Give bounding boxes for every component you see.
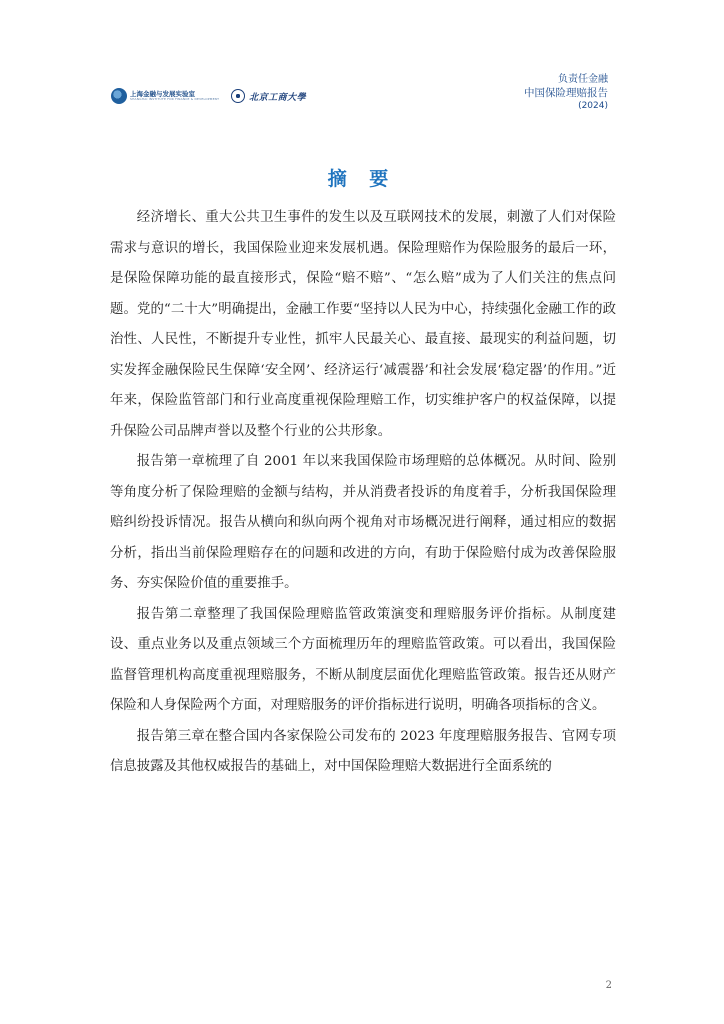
abstract-body	[110, 203, 616, 783]
page-header	[0, 0, 724, 120]
abstract-heading: 摘 要	[327, 168, 397, 190]
report-year: (2024)	[578, 101, 608, 111]
logo-group	[111, 86, 306, 106]
report-series-title: 负责任金融	[558, 74, 608, 85]
paragraph: 报告第一章梳理了自 2001 年以来我国保险市场理赔的总体概况。从时间、险别等角度分析了保险理赔的金额与结构，并从消费者投诉的角度着手，分析我国保险理赔纠纷投诉情况。报告从横向和纵向两个视角对市场概况进行阐释，通过相应的数据分析，指出当前保险理赔存在的问题和改进的方向，有助于保险赔付成为改善保险服务、夯实保险价值的重要推手。	[110, 454, 616, 591]
btbu-emblem-icon	[231, 89, 245, 103]
shanghai-institute-name-en: SHANGHAI INSTITUTE FOR FINANCE & DEVELOPMENT	[130, 97, 220, 102]
paragraph: 报告第三章在整合国内各家保险公司发布的 2023 年度理赔服务报告、官网专项信息披露及其他权威报告的基础上，对中国保险理赔大数据进行全面系统的	[110, 728, 616, 774]
paragraph: 经济增长、重大公共卫生事件的发生以及互联网技术的发展，刺激了人们对保险需求与意识的增长，我国保险业迎来发展机遇。保险理赔作为保险服务的最后一环，是保险保障功能的最直接形式，保险“赔不赔”、“怎么赔”成为了人们关注的焦点问题。党的“二十大”明确提出，金融工作要“坚持以人民为中心，持续强化金融工作的政治性、人民性，不断提升专业性，抓牢人民最关心、最直接、最现实的利益问题，切实发挥金融保险民生保障‘安全网’、经济运行‘减震器’和社会发展‘稳定器’的作用。”近年来，保险监管部门和行业高度重视保险理赔工作，切实维护客户的权益保障，以提升保险公司品牌声誉以及整个行业的公共形象。	[110, 210, 616, 439]
shanghai-institute-logo	[111, 88, 219, 104]
btbu-logo	[231, 89, 306, 103]
shanghai-institute-name-cn: 上海金融与发展实验室	[130, 89, 195, 98]
paragraph: 报告第二章整理了我国保险理赔监管政策演变和理赔服务评价指标。从制度建设、重点业务以及重点领域三个方面梳理历年的理赔监管政策。可以看出，我国保险监督管理机构高度重视理赔服务，不断从制度层面优化理赔监管政策。报告还从财产保险和人身保险两个方面，对理赔服务的评价指标进行说明，明确各项指标的含义。	[110, 606, 616, 713]
btbu-name: 北京工商大學	[249, 92, 307, 103]
report-main-title: 中国保险理赔报告	[524, 87, 608, 99]
report-title-block	[524, 73, 608, 112]
page-number: 2	[605, 980, 612, 991]
shanghai-institute-emblem-icon	[111, 88, 127, 104]
